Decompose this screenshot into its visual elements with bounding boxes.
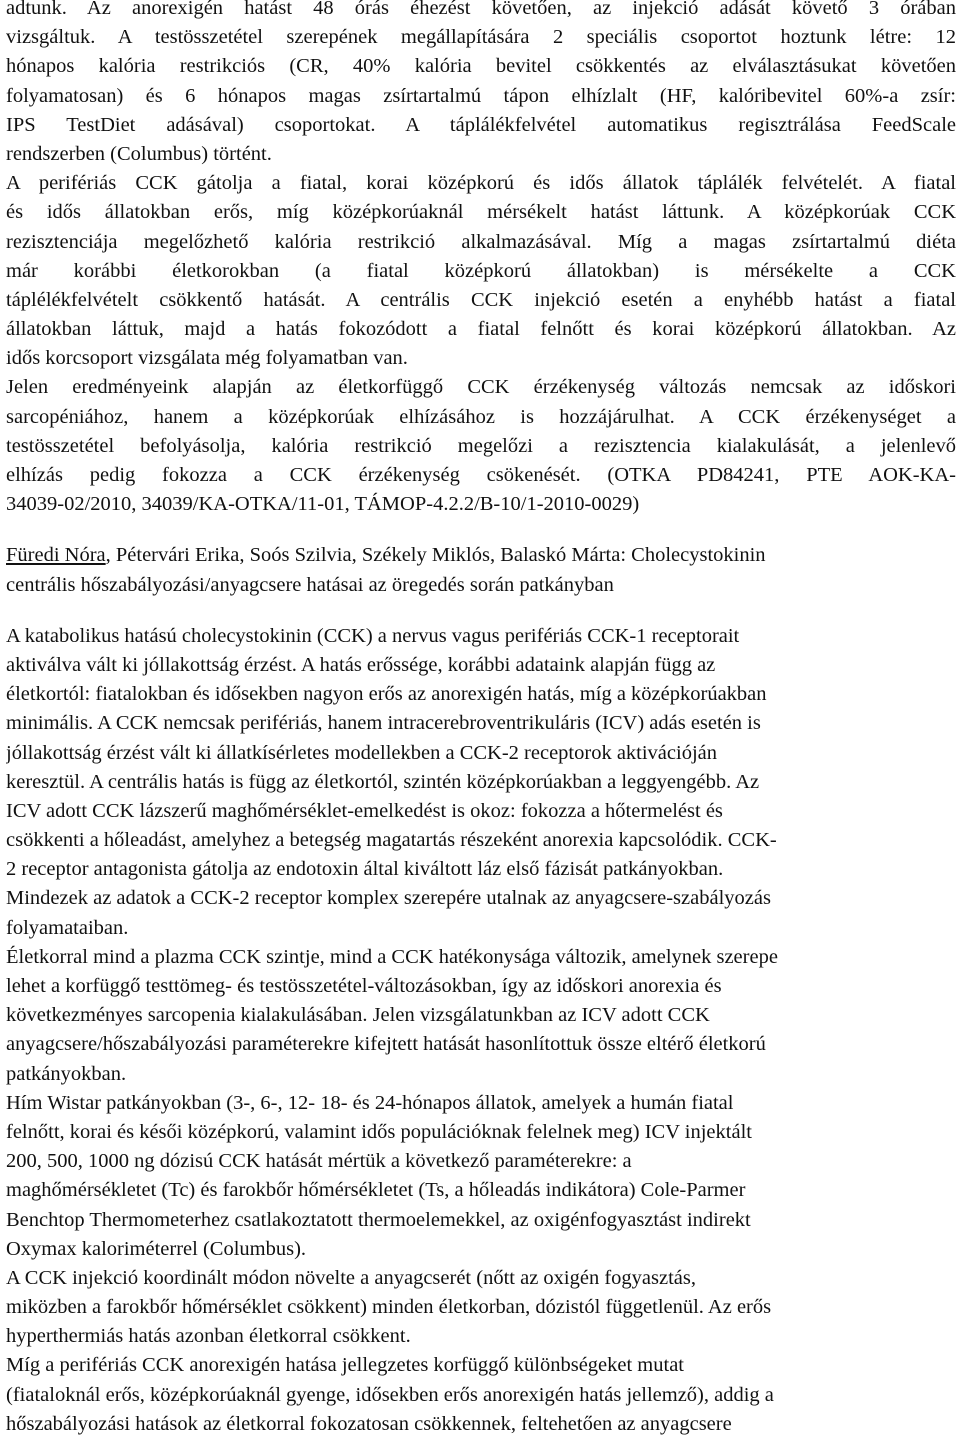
text-line: folyamatosan) és 6 hónapos magas zsírtartalmú tápon elhízlalt (HF, kalóribevitel 60%-a zsír: (6, 84, 956, 107)
paragraph-block-2 (6, 622, 956, 1439)
text-line: ICV adott CCK lázszerű maghőmérséklet-emelkedést is okoz: fokozza a hőtermelést és (6, 799, 723, 822)
text-line: Életkorral mind a plazma CCK szintje, mind a CCK hatékonysága változik, amelynek szerepe (6, 945, 778, 968)
text-line: (fiataloknál erős, középkorúaknál gyenge, idősekben erős anorexigén hatás jellemző), addig a (6, 1383, 774, 1406)
text-line: A katabolikus hatású cholecystokinin (CCK) a nervus vagus perifériás CCK-1 receptorait (6, 624, 740, 647)
text-line: IPS TestDiet adásával) csoportokat. A táplálékfelvétel automatikus regisztrálása FeedScale (6, 113, 956, 136)
text-line: A perifériás CCK gátolja a fiatal, korai középkorú és idős állatok táplálék felvételét. A fiatal (6, 172, 956, 195)
text-line: Hím Wistar patkányokban (3-, 6-, 12- 18- és 24-hónapos állatok, amelyek a humán fiatal (6, 1091, 734, 1114)
text-line: 34039-02/2010, 34039/KA-OTKA/11-01, TÁMOP-4.2.2/B-10/1-2010-0029) (6, 493, 640, 516)
text-line: hőszabályozási hatások az életkorral fokozatosan csökkennek, feltehetően az anyagcsere (6, 1412, 732, 1435)
text-line: táplélékfelvételt csökkentő hatását. A centrális CCK injekció esetén a enyhébb hatást a fiatal (6, 288, 956, 311)
text-line: következményes sarcopenia kialakulásában. Jelen vizsgálatunkban az ICV adott CCK (6, 1004, 710, 1027)
text-line: patkányokban. (6, 1062, 127, 1085)
document-page (6, 0, 956, 1439)
text-line: idős korcsoport vizsgálata még folyamatban van. (6, 347, 408, 370)
text-line: rendszerben (Columbus) történt. (6, 142, 272, 165)
text-line: testösszetétel befolyásolja, kalória restrikció megelőzi a rezisztencia kialakulását, a jelenlevő (6, 434, 956, 457)
text-line: 2 receptor antagonista gátolja az endotoxin által kiváltott láz első fázisát patkányokban. (6, 858, 724, 881)
text-line: csökkenti a hőleadást, amelyhez a betegség magatartás részeként anorexia kapcsolódik. CCK- (6, 829, 777, 852)
text-line: maghőmérsékletet (Tc) és farokbőr hőmérsékletet (Ts, a hőleadás indikátora) Cole-Parmer (6, 1179, 746, 1202)
text-line: miközben a farokbőr hőmérséklet csökkent) minden életkorban, dózistól függetlenül. Az erős (6, 1296, 772, 1319)
text-line: 200, 500, 1000 ng dózisú CCK hatását mértük a következő paraméterekre: a (6, 1150, 632, 1173)
title-line-1 (6, 541, 956, 570)
text-line: rezisztenciája megelőzhető kalória restrikció alkalmazásával. Míg a magas zsírtartalmú diéta (6, 230, 956, 253)
text-line: sarcopéniához, hanem a középkorúak elhízásához is hozzájárulhat. A CCK érzékenységet a (6, 405, 956, 428)
text-line: adtunk. Az anorexigén hatást 48 órás éhezést követően, az injekció adását követő 3 órában (6, 0, 956, 19)
text-line: jóllakottság érzést vált ki állatkísérletes modellekben a CCK-2 receptorok aktivációján (6, 741, 717, 764)
text-line: Mindezek az adatok a CCK-2 receptor komplex szerepére utalnak az anyagcsere-szabályozás (6, 887, 771, 910)
text-line: vizsgáltuk. A testösszetétel szerepének megállapítására 2 speciális csoportot hoztunk létre: 12 (6, 26, 956, 49)
text-line: Benchtop Thermometerhez csatlakoztatott thermoelemekkel, az oxigénfogyasztást indirekt (6, 1208, 751, 1231)
text-line: életkortól: fiatalokban és idősekben nagyon erős az anorexigén hatás, míg a középkorúakban (6, 683, 767, 706)
title-line-2: centrális hőszabályozási/anyagcsere hatásai az öregedés során patkányban (6, 573, 614, 596)
spacer (6, 519, 956, 541)
abstract-title (6, 541, 956, 599)
paragraph-block-1 (6, 0, 956, 519)
text-line: folyamataiban. (6, 916, 129, 939)
text-line: minimális. A CCK nemcsak perifériás, hanem intracerebroventrikuláris (ICV) adás esetén is (6, 712, 761, 735)
text-line: Míg a perifériás CCK anorexigén hatása jellegzetes korfüggő különbségeket mutat (6, 1354, 684, 1377)
text-line: Oxymax kaloriméterrel (Columbus). (6, 1237, 307, 1260)
text-line: aktiválva vált ki jóllakottság érzést. A hatás erőssége, korábbi adataink alapján függ az (6, 653, 716, 676)
text-line: lehet a korfüggő testtömeg- és testösszetétel-változásokban, így az időskori anorexia és (6, 975, 722, 997)
text-line: keresztül. A centrális hatás is függ az életkortól, szintén középkorúakban a leggyengébb. Az (6, 770, 760, 793)
text-line: már korábbi életkorokban (a fiatal középkorú állatokban) is mérsékelte a CCK (6, 259, 956, 282)
text-line: felnőtt, korai és késői középkorú, valamint idős populációknak felelnek meg) ICV injektált (6, 1120, 752, 1143)
text-line: Jelen eredményeink alapján az életkorfüggő CCK érzékenység változás nemcsak az időskori (6, 376, 956, 399)
title-rest: , Pétervári Erika, Soós Szilvia, Székely Miklós, Balaskó Márta: Cholecystokinin (105, 544, 766, 567)
text-line: hónapos kalória restrikciós (CR, 40% kalória bevitel csökkentés az elválasztásukat követően (6, 55, 956, 78)
text-line: anyagcsere/hőszabályozási paraméterekre kifejtett hatását hasonlítottuk össze eltérő életkorú (6, 1033, 766, 1056)
text-line: A CCK injekció koordinált módon növelte a anyagcserét (nőtt az oxigén fogyasztás, (6, 1266, 696, 1289)
spacer (6, 600, 956, 622)
text-line: és idős állatokban erős, míg középkorúaknál mérsékelt hatást láttunk. A középkorúak CCK (6, 201, 956, 224)
text-line: elhízás pedig fokozza a CCK érzékenység csökenését. (OTKA PD84241, PTE AOK-KA- (6, 464, 956, 486)
first-author: Füredi Nóra (6, 544, 106, 567)
text-line: hyperthermiás hatás azonban életkorral csökkent. (6, 1325, 411, 1348)
text-line: állatokban láttuk, majd a hatás fokozódott a fiatal felnőtt és korai középkorú állatokban. Az (6, 318, 956, 341)
